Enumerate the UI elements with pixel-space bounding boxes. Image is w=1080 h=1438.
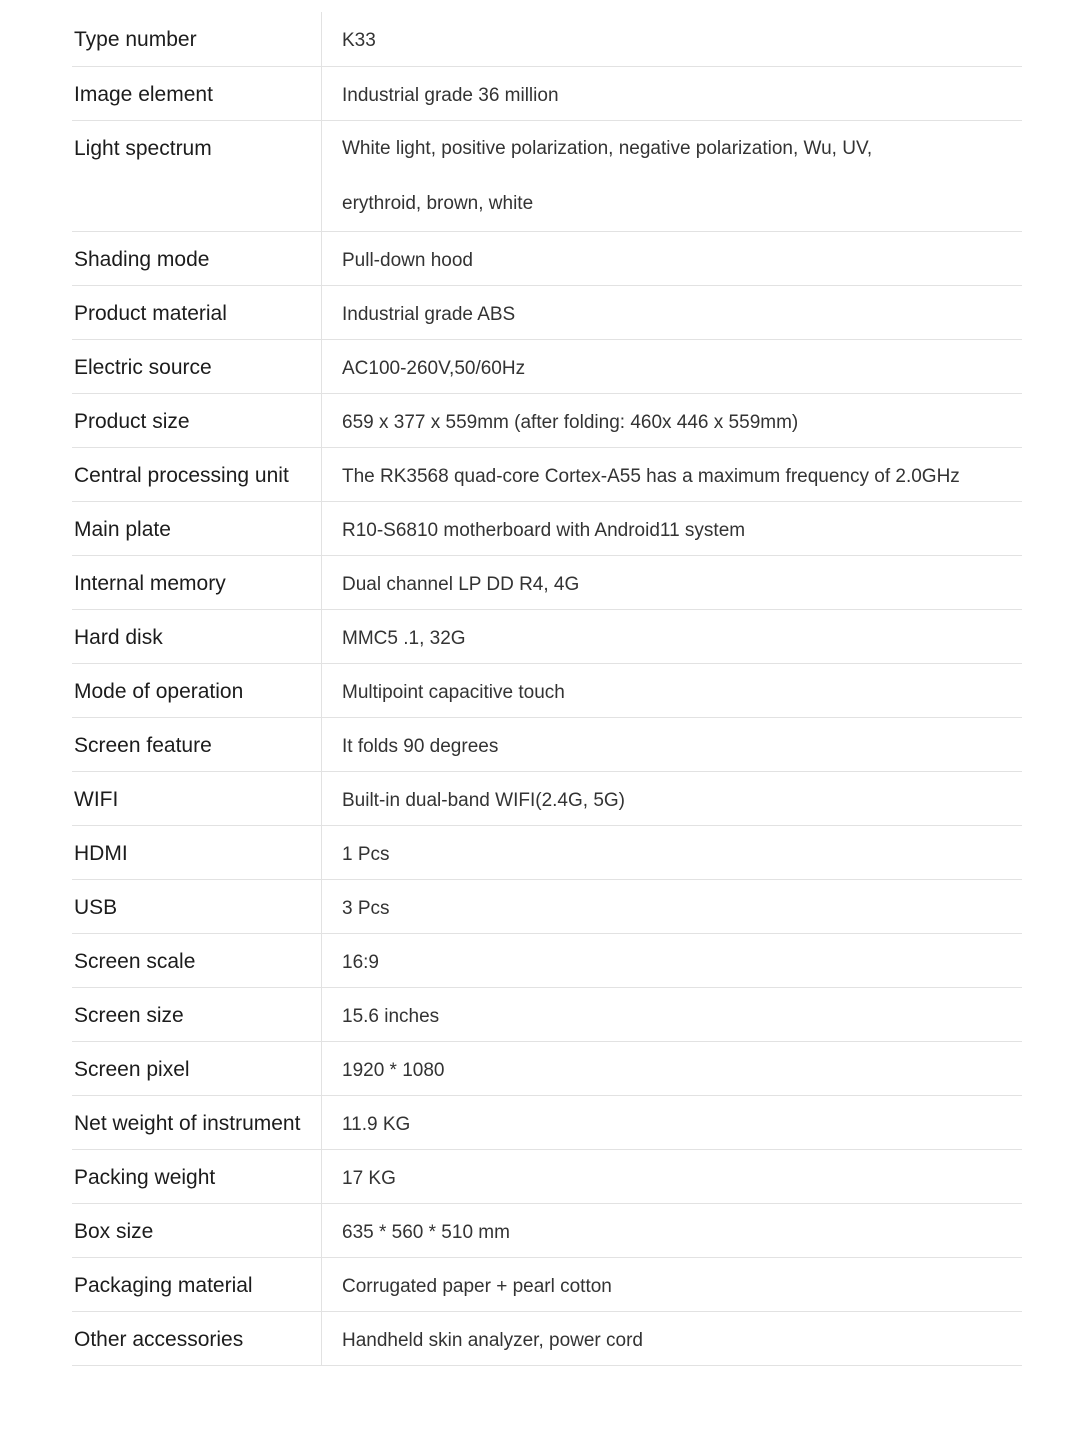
spec-value: Built-in dual-band WIFI(2.4G, 5G) bbox=[342, 789, 625, 811]
spec-value: The RK3568 quad-core Cortex-A55 has a maximum frequency of 2.0GHz bbox=[342, 465, 960, 487]
spec-label: Internal memory bbox=[72, 555, 322, 609]
spec-value: It folds 90 degrees bbox=[342, 735, 499, 757]
spec-label: Other accessories bbox=[72, 1311, 322, 1365]
spec-row-product-material bbox=[72, 285, 1022, 339]
spec-row-other-accessories bbox=[72, 1311, 1022, 1365]
spec-row-screen-feature bbox=[72, 717, 1022, 771]
spec-row-box-size bbox=[72, 1203, 1022, 1257]
spec-value: 659 x 377 x 559mm (after folding: 460x 446 x 559mm) bbox=[342, 411, 799, 433]
spec-label: Screen pixel bbox=[72, 1041, 322, 1095]
spec-row-type-number bbox=[72, 12, 1022, 66]
spec-label: Type number bbox=[72, 12, 322, 66]
spec-value: Industrial grade 36 million bbox=[342, 84, 559, 106]
spec-row-shading-mode bbox=[72, 231, 1022, 285]
spec-value bbox=[322, 120, 1023, 231]
spec-label: Main plate bbox=[72, 501, 322, 555]
spec-row-packaging-material bbox=[72, 1257, 1022, 1311]
spec-row-main-plate bbox=[72, 501, 1022, 555]
spec-value: Handheld skin analyzer, power cord bbox=[342, 1329, 644, 1351]
spec-label: Light spectrum bbox=[72, 120, 322, 231]
spec-value: R10-S6810 motherboard with Android11 system bbox=[342, 519, 746, 541]
spec-value: AC100-260V,50/60Hz bbox=[342, 357, 526, 379]
spec-row-net-weight bbox=[72, 1095, 1022, 1149]
spec-row-product-size bbox=[72, 393, 1022, 447]
spec-label: Image element bbox=[72, 66, 322, 120]
spec-label: Mode of operation bbox=[72, 663, 322, 717]
spec-value: 635 * 560 * 510 mm bbox=[342, 1221, 510, 1243]
spec-label: Shading mode bbox=[72, 231, 322, 285]
spec-label: Product material bbox=[72, 285, 322, 339]
spec-table bbox=[72, 12, 1022, 1366]
spec-label: Electric source bbox=[72, 339, 322, 393]
spec-row-screen-size bbox=[72, 987, 1022, 1041]
spec-value: 1 Pcs bbox=[342, 843, 390, 865]
spec-row-screen-pixel bbox=[72, 1041, 1022, 1095]
spec-label: Box size bbox=[72, 1203, 322, 1257]
spec-value: 15.6 inches bbox=[342, 1005, 440, 1027]
spec-row-cpu bbox=[72, 447, 1022, 501]
spec-row-electric-source bbox=[72, 339, 1022, 393]
spec-label: Hard disk bbox=[72, 609, 322, 663]
spec-value: MMC5 .1, 32G bbox=[342, 627, 466, 649]
spec-label: USB bbox=[72, 879, 322, 933]
spec-value: K33 bbox=[342, 30, 376, 51]
spec-row-screen-scale bbox=[72, 933, 1022, 987]
spec-label: WIFI bbox=[72, 771, 322, 825]
spec-value: Multipoint capacitive touch bbox=[342, 681, 565, 703]
spec-row-hdmi bbox=[72, 825, 1022, 879]
spec-row-packing-weight bbox=[72, 1149, 1022, 1203]
spec-row-mode-of-operation bbox=[72, 663, 1022, 717]
spec-label: Packing weight bbox=[72, 1149, 322, 1203]
spec-label: HDMI bbox=[72, 825, 322, 879]
spec-label: Screen feature bbox=[72, 717, 322, 771]
spec-value: Corrugated paper + pearl cotton bbox=[342, 1275, 612, 1297]
spec-row-wifi bbox=[72, 771, 1022, 825]
spec-row-usb bbox=[72, 879, 1022, 933]
spec-value: Industrial grade ABS bbox=[342, 303, 516, 325]
spec-value: Pull-down hood bbox=[342, 249, 473, 271]
spec-value: 11.9 KG bbox=[342, 1113, 411, 1135]
spec-value: 3 Pcs bbox=[342, 897, 390, 919]
spec-label: Packaging material bbox=[72, 1257, 322, 1311]
spec-label: Screen size bbox=[72, 987, 322, 1041]
spec-label: Product size bbox=[72, 393, 322, 447]
spec-value: 1920 * 1080 bbox=[342, 1059, 445, 1081]
spec-label: Net weight of instrument bbox=[72, 1095, 322, 1149]
spec-label: Screen scale bbox=[72, 933, 322, 987]
spec-value: 17 KG bbox=[342, 1167, 396, 1189]
spec-value-line: White light, positive polarization, negative polarization, Wu, UV, bbox=[342, 137, 873, 159]
spec-row-image-element bbox=[72, 66, 1022, 120]
spec-row-internal-memory bbox=[72, 555, 1022, 609]
spec-label: Central processing unit bbox=[72, 447, 322, 501]
spec-row-hard-disk bbox=[72, 609, 1022, 663]
spec-row-light-spectrum bbox=[72, 120, 1022, 231]
spec-value: 16:9 bbox=[342, 951, 379, 973]
spec-value-line: erythroid, brown, white bbox=[342, 192, 534, 214]
spec-value: Dual channel LP DD R4, 4G bbox=[342, 573, 580, 595]
